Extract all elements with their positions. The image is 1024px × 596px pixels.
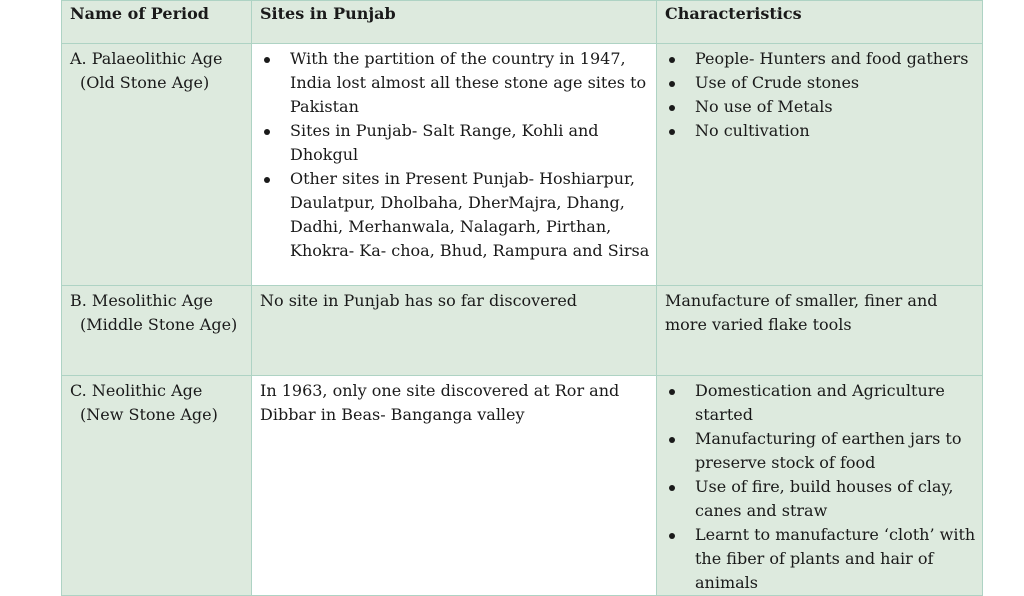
period-name: A. Palaeolithic Age <box>70 49 223 68</box>
list-item: No use of Metals <box>695 95 976 119</box>
list-item: Other sites in Present Punjab- Hoshiarpur, Daulatpur, Dholbaha, DherMajra, Dhang, Dadhi, Merhanwala, Nalagarh, Pirthan, Khokra- Ka- choa, Bhud, Rampura and Sirsa <box>290 167 650 263</box>
period-cell <box>62 376 252 596</box>
sites-cell <box>252 44 657 286</box>
period-subtitle: (Middle Stone Age) <box>80 315 238 334</box>
characteristics-list <box>665 379 976 595</box>
table-row-mesolithic <box>62 286 983 376</box>
list-item: Domestication and Agriculture started <box>695 379 976 427</box>
characteristics-cell <box>657 376 983 596</box>
period-cell <box>62 44 252 286</box>
stone-age-periods-table <box>61 0 983 596</box>
sites-list <box>260 47 650 263</box>
characteristics-list <box>665 47 976 143</box>
header-sites-in-punjab: Sites in Punjab <box>252 1 657 44</box>
period-cell <box>62 286 252 376</box>
list-item: Manufacturing of earthen jars to preserve stock of food <box>695 427 976 475</box>
list-item: With the partition of the country in 1947, India lost almost all these stone age sites to Pakistan <box>290 47 650 119</box>
sites-cell: In 1963, only one site discovered at Ror and Dibbar in Beas- Banganga valley <box>252 376 657 596</box>
period-subtitle: (Old Stone Age) <box>80 73 210 92</box>
list-item: Use of Crude stones <box>695 71 976 95</box>
header-name-of-period: Name of Period <box>62 1 252 44</box>
list-item: Learnt to manufacture ‘cloth’ with the fiber of plants and hair of animals <box>695 523 976 595</box>
header-characteristics: Characteristics <box>657 1 983 44</box>
characteristics-cell <box>657 44 983 286</box>
table-row-palaeolithic <box>62 44 983 286</box>
list-item: People- Hunters and food gathers <box>695 47 976 71</box>
header-row <box>62 1 983 44</box>
period-name: C. Neolithic Age <box>70 381 203 400</box>
period-subtitle: (New Stone Age) <box>80 405 218 424</box>
period-name: B. Mesolithic Age <box>70 291 214 310</box>
stone-age-table-container <box>61 0 976 592</box>
characteristics-cell: Manufacture of smaller, finer and more varied flake tools <box>657 286 983 376</box>
list-item: Sites in Punjab- Salt Range, Kohli and Dhokgul <box>290 119 650 167</box>
list-item: No cultivation <box>695 119 976 143</box>
table-row-neolithic <box>62 376 983 596</box>
list-item: Use of fire, build houses of clay, canes and straw <box>695 475 976 523</box>
sites-cell: No site in Punjab has so far discovered <box>252 286 657 376</box>
